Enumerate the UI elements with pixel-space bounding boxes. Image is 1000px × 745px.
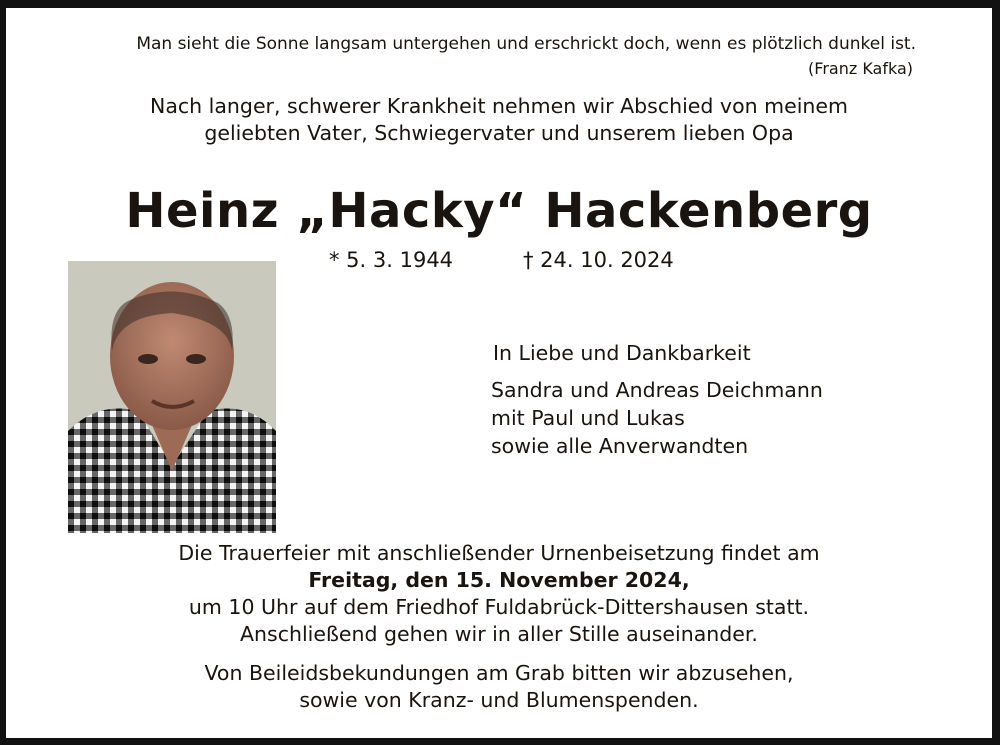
death-date: † 24. 10. 2024 [523,248,674,272]
closing-line-1: Von Beileidsbekundungen am Grab bitten wir abzusehen, [204,661,794,685]
service-line-4: Anschließend gehen wir in aller Stille auseinander. [240,622,758,646]
mourners-heading: In Liebe und Dankbarkeit [493,341,751,365]
portrait-photo [68,261,276,533]
quote-author: (Franz Kafka) [808,59,913,78]
service-date: Freitag, den 15. November 2024, [308,568,690,592]
deceased-name: Heinz „Hacky“ Hackenberg [125,183,873,239]
mourners-line-1: Sandra und Andreas Deichmann [491,378,823,402]
quote-text: Man sieht die Sonne langsam untergehen und erschrickt doch, wenn es plötzlich dunkel ist. [136,34,916,54]
service-line-1: Die Trauerfeier mit anschließender Urnenbeisetzung findet am [178,541,820,565]
mourners-line-2: mit Paul und Lukas [491,406,685,430]
closing-line-2: sowie von Kranz- und Blumenspenden. [299,688,699,712]
mourners-line-3: sowie alle Anverwandten [491,434,749,458]
birth-date: * 5. 3. 1944 [329,248,454,272]
intro-line-1: Nach langer, schwerer Krankheit nehmen wir Abschied von meinem [150,94,848,118]
intro-line-2: geliebten Vater, Schwiegervater und unserem lieben Opa [204,121,794,145]
service-line-3: um 10 Uhr auf dem Friedhof Fuldabrück-Dittershausen statt. [188,595,810,619]
obituary-card [6,8,992,738]
